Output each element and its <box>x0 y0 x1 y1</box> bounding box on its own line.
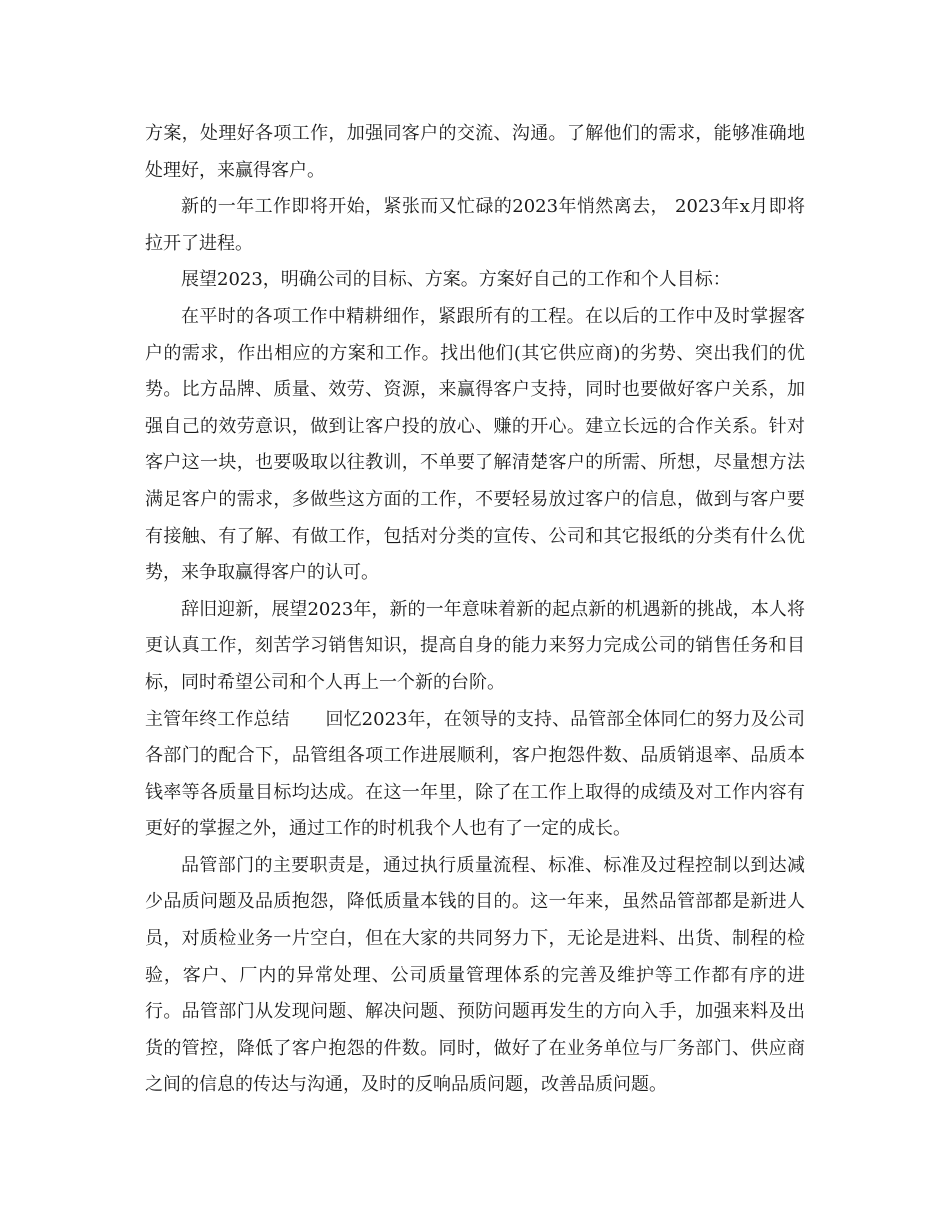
paragraph-work-plan: 在平时的各项工作中精耕细作，紧跟所有的工程。在以后的工作中及时掌握客户的需求，作出相应的方案和工作。找出他们(其它供应商)的劣势、突出我们的优势。比方品牌、质量、效劳、资源，来赢得客户支持，同时也要做好客户关系，加强自己的效劳意识，做到让客户投的放心、赚的开心。建立长远的合作关系。针对客户这一块，也要吸取以往教训，不单要了解清楚客户的所需、所想，尽量想方法满足客户的需求，多做些这方面的工作，不要轻易放过客户的信息，做到与客户要有接触、有了解、有做工作，包括对分类的宣传、公司和其它报纸的分类有什么优势，来争取赢得客户的认可。 <box>145 305 805 584</box>
section-review-text: 回忆2023年，在领导的支持、品管部全体同仁的努力及公司各部门的配合下，品管组各项工作进展顺利，客户抱怨件数、品质销退率、品质本钱率等各质量目标均达成。在这一年里，除了在工作上取得的成绩及对工作内容有更好的掌握之外，通过工作的时机我个人也有了一定的成长。 <box>145 708 805 840</box>
paragraph-qc-duties: 品管部门的主要职责是，通过执行质量流程、标准、标准及过程控制以到达减少品质问题及品质抱怨，降低质量本钱的目的。这一年来，虽然品管部都是新进人员，对质检业务一片空白，但在大家的共同努力下，无论是进料、出货、制程的检验，客户、厂内的异常处理、公司质量管理体系的完善及维护等工作都有序的进行。品管部门从发现问题、解决问题、预防问题再发生的方向入手，加强来料及出货的管控，降低了客户抱怨的件数。同时，做好了在业务单位与厂务部门、供应商之间的信息的传达与沟通，及时的反响品质问题，改善品质问题。 <box>145 854 805 1096</box>
document-body <box>145 116 805 1104</box>
paragraph-farewell: 辞旧迎新，展望2023年，新的一年意味着新的起点新的机遇新的挑战，本人将更认真工作，刻苦学习销售知识，提高自身的能力来努力完成公司的销售任务和目标，同时希望公司和个人再上一个新的台阶。 <box>145 598 805 693</box>
paragraph-new-year: 新的一年工作即将开始，紧张而又忙碌的2023年悄然离去， 2023年x月即将拉开了进程。 <box>145 196 805 254</box>
paragraph-outlook: 展望2023，明确公司的目标、方案。方案好自己的工作和个人目标： <box>181 269 731 291</box>
section-supervisor-summary <box>145 702 805 848</box>
paragraph-continuation: 方案，处理好各项工作，加强同客户的交流、沟通。了解他们的需求，能够准确地处理好，来赢得客户。 <box>145 123 805 181</box>
section-title: 主管年终工作总结 <box>145 708 290 730</box>
